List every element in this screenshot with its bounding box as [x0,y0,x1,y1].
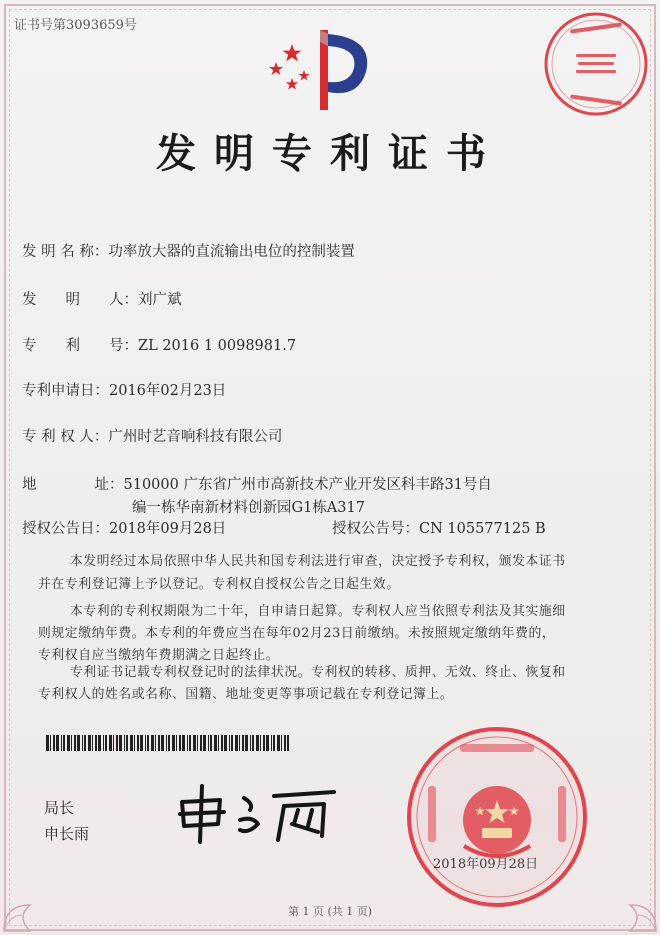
director-name: 申长雨 [44,825,90,843]
invention-name-value: 功率放大器的直流输出电位的控制装置 [108,244,355,260]
grant-number-label: 授权公告号： [332,521,419,537]
director-signature-icon [174,780,342,846]
grant-date-value: 2018年09月28日 [109,521,227,537]
inventor-row [22,288,182,309]
body-paragraph-line: 本发明经过本局依照中华人民共和国专利法进行审查，决定授予专利权，颁发本证书 [70,554,566,569]
seal-date: 2018年09月28日 [433,857,539,872]
body-paragraph-line: 则规定缴纳年费。本专利的年费应当在每年02月23日前缴纳。未按照规定缴纳年费的， [38,626,556,641]
invention-name-row [22,240,355,261]
certificate-title: 发明专利证书 [156,130,504,177]
body-paragraph-line: 并在专利登记簿上予以登记。专利权自授权公告之日起生效。 [38,577,400,592]
cnipa-official-seal-icon [404,724,590,910]
patent-number-label: 专 利 号： [22,338,138,354]
application-date-row [22,379,226,400]
body-paragraph-line: 专利权人的姓名或名称、国籍、地址变更等事项记载在专利登记簿上。 [38,687,454,702]
address-line2: 编一栋华南新材料创新园G1栋A317 [132,500,365,516]
director-title: 局长 [44,799,75,817]
application-date-value: 2016年02月23日 [109,383,227,399]
page-footer: 第 1 页 (共 1 页) [287,905,373,918]
address-row [22,473,492,494]
address-line1: 510000 广东省广州市高新技术产业开发区科丰路31号自 [123,477,492,493]
address-label: 地 址： [22,477,124,493]
grant-number-row [332,517,546,538]
body-paragraph-line: 专利证书记载专利权登记时的法律状况。专利权的转移、质押、无效、终止、恢复和 [70,665,566,680]
body-paragraph-line: 专利权自应当缴纳年费期满之日起终止。 [38,648,280,663]
cnipa-emblem-icon [262,22,382,114]
body-paragraph-line: 本专利的专利权期限为二十年，自申请日起算。专利权人应当依照专利法及其实施细 [70,604,566,619]
patentee-value: 广州时艺音响科技有限公司 [108,429,283,445]
patent-number-row [22,334,296,355]
grant-number-value: CN 105577125 B [419,521,546,537]
patent-number-value: ZL 2016 1 0098981.7 [138,338,297,354]
grant-date-row [22,517,226,538]
patentee-label: 专 利 权 人： [22,429,109,445]
patentee-row [22,425,282,446]
inventor-label: 发 明 人： [22,292,138,308]
inventor-value: 刘广斌 [138,292,182,308]
invention-name-label: 发 明 名 称： [22,244,109,260]
grant-date-label: 授权公告日： [22,521,109,537]
agency-seal-icon [540,8,652,120]
certificate-number: 证书号第3093659号 [14,18,137,33]
application-date-label: 专利申请日： [22,383,109,399]
barcode-icon [46,735,289,751]
